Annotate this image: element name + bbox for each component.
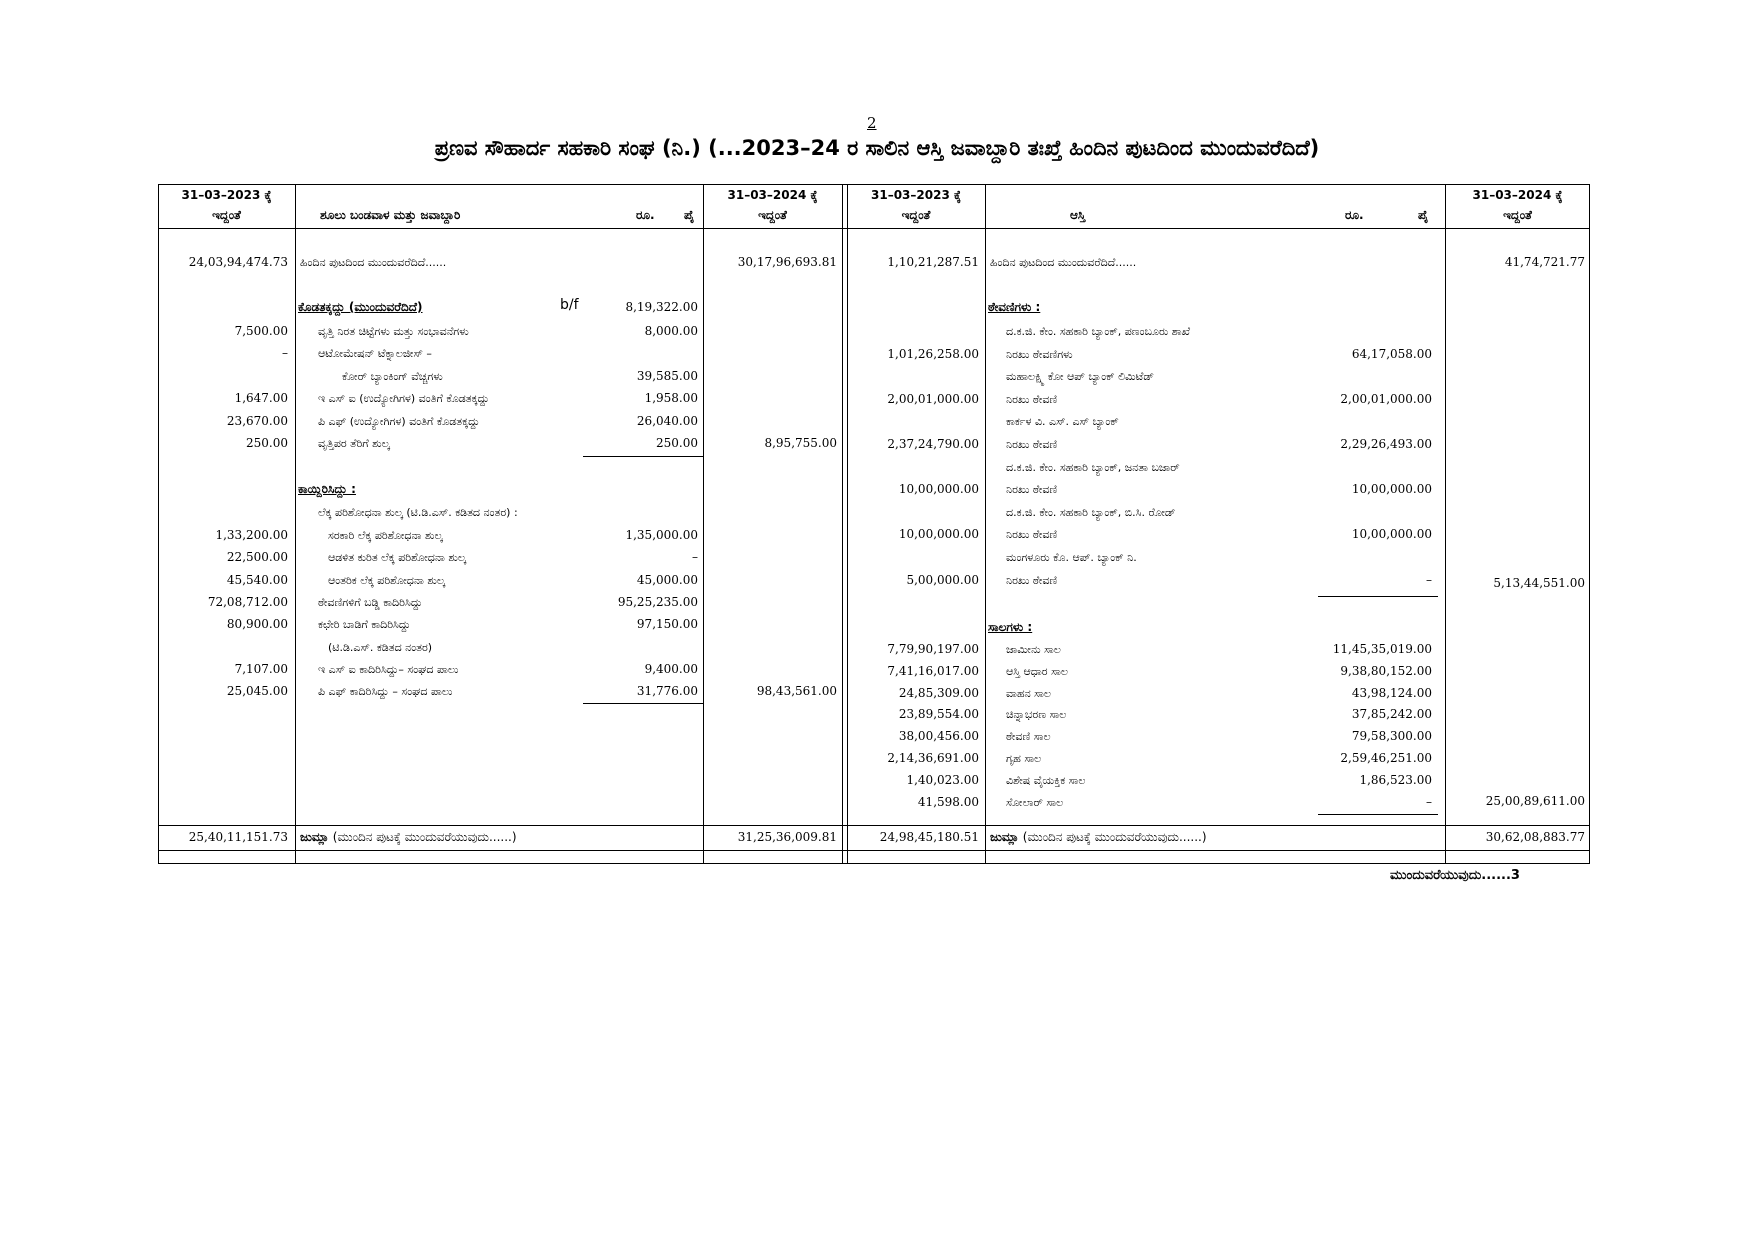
prev-year-value: 38,00,456.00 [898, 729, 979, 744]
row-label: (ಟಿ.ಡಿ.ಎಸ್. ಕಡಿತದ ನಂತರ) [328, 640, 433, 654]
liab-bf-label: ಹಿಂದಿನ ಪುಟದಿಂದ ಮುಂದುವರೆದಿದೆ...... [300, 256, 447, 269]
row-amount: 9,400.00 [644, 661, 698, 676]
liab-bf-cur: 30,17,96,693.81 [737, 255, 837, 269]
prev-year-value: 25,045.00 [226, 684, 288, 699]
prev-year-value: 41,598.00 [917, 794, 979, 809]
prev-year-value: 23,89,554.00 [898, 707, 979, 722]
subtotal-rule [583, 703, 703, 704]
row-amount: 95,25,235.00 [617, 594, 698, 609]
header-asset-prev-date: 31–03–2023 ಕ್ಕೆ [871, 188, 961, 202]
prev-year-value: 2,37,24,790.00 [887, 437, 979, 451]
row-label: ಸೋಲಾರ್ ಸಾಲ [1006, 795, 1064, 809]
deposits-total: 5,13,44,551.00 [1493, 576, 1585, 590]
row-label: ಕಛೇರಿ ಬಾಡಿಗೆ ಕಾದಿರಿಸಿದ್ದು [318, 618, 411, 632]
prev-year-value: 10,00,000.00 [898, 482, 979, 497]
row-label: ನಿರಖು ಠೇವಣಿ [1006, 573, 1058, 587]
header-asset-cur-sub: ಇದ್ದಂತೆ [1503, 208, 1532, 222]
row-label: ನಿರಖು ಠೇವಣಿ [1006, 483, 1058, 497]
prev-year-value: 7,107.00 [234, 661, 288, 676]
total-note: (ಮುಂದಿನ ಪುಟಕ್ಕೆ ಮುಂದುವರೆಯುವುದು......) [1022, 830, 1207, 844]
row-amount: 10,00,000.00 [1351, 482, 1432, 497]
prev-year-value: 7,500.00 [234, 324, 288, 338]
liab-bf-prev: 24,03,94,474.73 [188, 255, 288, 269]
header-asset-cur-date: 31–03–2024 ಕ್ಕೆ [1472, 188, 1563, 202]
asset-total-cur: 30,62,08,883.77 [1485, 830, 1585, 844]
prev-year-value: – [282, 346, 288, 361]
row-label: ದ.ಕ.ಜಿ. ಕೇಂ. ಸಹಕಾರಿ ಬ್ಯಾಂಕ್, ಜನತಾ ಬಜಾರ್ [1006, 460, 1180, 474]
row-amount: 8,000.00 [644, 324, 698, 338]
prev-year-value: 80,900.00 [226, 617, 288, 632]
row-label: ಇ ಎಸ್ ಐ (ಉದ್ಯೋಗಿಗಳ) ವಂತಿಗೆ ಕೊಡತಕ್ಕದ್ದು [318, 392, 490, 406]
loans-heading: ಸಾಲಗಳು : [988, 620, 1033, 634]
payable-subtotal: 8,95,755.00 [764, 436, 837, 450]
prev-year-value: 1,01,26,258.00 [887, 346, 979, 361]
prev-year-value: 1,647.00 [234, 391, 288, 406]
header-asset-rs: ರೂ. [1345, 208, 1364, 222]
prev-year-value: 1,33,200.00 [215, 528, 288, 542]
provision-heading: ಕಾಯ್ದಿರಿಸಿದ್ದು : [298, 482, 356, 496]
total-word: ಜುಮ್ಲಾ [300, 830, 329, 844]
row-label: ವೃತ್ತಿ ನಿರತ ಚಿಟ್ಟೆಗಳು ಮತ್ತು ಸಂಭಾವನೆಗಳು [318, 325, 469, 338]
prev-year-value: 5,00,000.00 [906, 572, 979, 587]
total-rule [158, 850, 1590, 851]
row-amount: 11,45,35,019.00 [1332, 642, 1432, 656]
row-label: ನಿರಖು ಠೇವಣಿ [1006, 392, 1058, 406]
row-label: ಪಿ ಎಫ್ ಕಾದಿರಿಸಿದ್ದು – ಸಂಘದ ಪಾಲು [318, 685, 453, 699]
col-rule [985, 184, 986, 864]
asset-bf-prev: 1,10,21,287.51 [887, 255, 979, 269]
prev-year-value: 7,41,16,017.00 [887, 663, 979, 678]
row-amount: 43,98,124.00 [1351, 685, 1432, 700]
row-amount: 37,85,242.00 [1351, 707, 1432, 722]
row-amount: 97,150.00 [636, 617, 698, 632]
row-amount: 250.00 [656, 436, 698, 450]
row-label: ಮಂಗಳೂರು ಕೊ. ಆಪ್. ಬ್ಯಾಂಕ್ ನಿ. [1006, 551, 1137, 564]
prev-year-value: 45,540.00 [226, 572, 288, 587]
liab-total-cur: 31,25,36,009.81 [737, 830, 837, 844]
row-amount: 31,776.00 [636, 684, 698, 699]
subtotal-rule [1318, 814, 1438, 815]
row-amount: 1,35,000.00 [625, 528, 698, 542]
row-amount: – [692, 550, 698, 565]
row-label: ನಿರಖು ಠೇವಣಿ [1006, 438, 1058, 451]
header-rs: ರೂ. [636, 208, 655, 222]
row-label: ಆಂತರಿಕ ಲೆಕ್ಕ ಪರಿಶೋಧನಾ ಶುಲ್ಕ [328, 573, 446, 587]
row-label: ನಿರಖು ಠೇವಣಿಗಳು [1006, 347, 1073, 361]
row-label: ನಿರಖು ಠೇವಣಿ [1006, 528, 1058, 542]
total-word: ಜುಮ್ಲಾ [990, 830, 1019, 844]
row-amount: 1,958.00 [644, 391, 698, 406]
col-rule [1445, 184, 1446, 864]
row-label: ವಾಹನ ಸಾಲ [1006, 686, 1052, 700]
row-label: ಕೋರ್ ಬ್ಯಾಂಕಿಂಗ್ ವೆಚ್ಚಗಳು [342, 369, 443, 383]
prev-year-value: 2,14,36,691.00 [887, 751, 979, 765]
row-label: ಮಹಾಲಕ್ಷ್ಮಿ ಕೋ ಆಪ್ ಬ್ಯಾಂಕ್ ಲಿಮಿಟೆಡ್ [1006, 370, 1154, 384]
row-label: ವಿಶೇಷ ವೈಯಕ್ತಿಕ ಸಾಲ [1006, 773, 1086, 787]
header-ps: ಪೈ [684, 208, 695, 222]
row-amount: 9,38,80,152.00 [1340, 663, 1432, 678]
asset-bf-cur: 41,74,721.77 [1504, 255, 1585, 269]
col-rule [295, 184, 296, 864]
prev-year-value: 22,500.00 [226, 550, 288, 565]
page-number: 2 [867, 114, 877, 132]
total-rule [158, 825, 1590, 826]
payable-heading: ಕೊಡತಕ್ಕದ್ದು (ಮುಂದುವರೆದಿದೆ) [298, 300, 423, 314]
prev-year-value: 23,670.00 [226, 413, 288, 428]
row-amount: 45,000.00 [636, 572, 698, 587]
row-amount: 2,00,01,000.00 [1340, 391, 1432, 406]
header-asset-ps: ಪೈ [1418, 208, 1429, 222]
page-title: ಪ್ರಣವ ಸೌಹಾರ್ದ ಸಹಕಾರಿ ಸಂಘ (ನಿ.) (...2023–24 ರ ಸಾಲಿನ ಆಸ್ತಿ ಜವಾಬ್ದಾರಿ ತಃಖ್ತೆ ಹಿಂದಿನ ಪುಟದಿಂದ ಮುಂದುವರೆದಿದೆ) [434, 136, 1320, 160]
row-label: ಇ ಎಸ್ ಐ ಕಾದಿರಿಸಿದ್ದು– ಸಂಘದ ಪಾಲು [318, 662, 459, 676]
row-label: ಪಿ ಎಫ್ (ಉದ್ಯೋಗಿಗಳ) ವಂತಿಗೆ ಕೊಡತಕ್ಕದ್ದು [318, 414, 480, 428]
header-cur-sub: ಇದ್ದಂತೆ [758, 208, 787, 222]
row-label: ಚಿನ್ನಾಭರಣ ಸಾಲ [1006, 708, 1067, 722]
liab-total-prev: 25,40,11,151.73 [188, 830, 288, 844]
loans-total: 25,00,89,611.00 [1485, 794, 1585, 808]
row-amount: 64,17,058.00 [1351, 346, 1432, 361]
row-label: ವೃತ್ತಿಪರ ತೆರಿಗೆ ಶುಲ್ಕ [318, 437, 390, 450]
row-label: ಜಾಮೀನು ಸಾಲ [1006, 643, 1061, 656]
header-assets: ಆಸ್ತಿ [1070, 208, 1086, 222]
row-label: ಕಾರ್ಕಳ ವಿ. ಎಸ್. ಎಸ್ ಬ್ಯಾಂಕ್ [1006, 415, 1119, 429]
prev-year-value: 2,00,01,000.00 [887, 391, 979, 406]
liab-total-label [300, 830, 517, 845]
asset-total-prev: 24,98,45,180.51 [879, 830, 979, 844]
header-rule [158, 228, 1590, 229]
row-amount: – [1426, 572, 1432, 587]
row-label: ಠೇವಣಿ ಸಾಲ [1006, 730, 1051, 744]
prev-year-value: 1,40,023.00 [906, 772, 979, 787]
row-amount: 1,86,523.00 [1359, 772, 1432, 787]
header-cur-date: 31–03–2024 ಕ್ಕೆ [727, 188, 818, 202]
header-prev-date: 31–03–2023 ಕ್ಕೆ [181, 188, 272, 202]
row-amount: 39,585.00 [636, 368, 698, 383]
header-prev-sub: ಇದ್ದಂತೆ [212, 208, 241, 222]
provision-subtotal: 98,43,561.00 [756, 684, 837, 698]
header-asset-prev-sub: ಇದ್ದಂತೆ [901, 208, 931, 222]
asset-bf-label: ಹಿಂದಿನ ಪುಟದಿಂದ ಮುಂದುವರೆದಿದೆ...... [990, 256, 1137, 269]
header-liabilities: ಶೂಲು ಬಂಡವಾಳ ಮತ್ತು ಜವಾಬ್ದಾರಿ [320, 208, 461, 222]
bf-amount: 8,19,322.00 [625, 300, 698, 314]
row-amount: 79,58,300.00 [1351, 729, 1432, 744]
continued-note: ಮುಂದುವರೆಯುವುದು......3 [1390, 868, 1520, 883]
col-rule [703, 184, 704, 864]
row-label: ಆಟೋಮೇಷನ್ ಟೆಕ್ನಾಲಜೀಸ್ – [318, 347, 432, 361]
audit-fee-label: ಲೆಕ್ಕ ಪರಿಶೋಧನಾ ಶುಲ್ಕ (ಟಿ.ಡಿ.ಎಸ್. ಕಡಿತದ ನಂತರ) : [318, 506, 518, 519]
row-label: ಆಡಳಿತ ಕುರಿತ ಲೆಕ್ಕ ಪರಿಶೋಧನಾ ಶುಲ್ಕ [328, 551, 467, 565]
row-amount: 26,040.00 [636, 413, 698, 428]
prev-year-value: 24,85,309.00 [898, 685, 979, 700]
deposits-heading: ಠೇವಣಿಗಳು : [988, 300, 1041, 314]
row-label: ದ.ಕ.ಜಿ. ಕೇಂ. ಸಹಕಾರಿ ಬ್ಯಾಂಕ್, ಬಿ.ಸಿ. ರೋಡ್ [1006, 505, 1176, 519]
prev-year-value: 10,00,000.00 [898, 527, 979, 542]
row-amount: – [1426, 794, 1432, 809]
prev-year-value: 72,08,712.00 [207, 594, 288, 609]
total-note: (ಮುಂದಿನ ಪುಟಕ್ಕೆ ಮುಂದುವರೆಯುವುದು......) [332, 830, 517, 844]
row-label: ದ.ಕ.ಜಿ. ಕೇಂ. ಸಹಕಾರಿ ಬ್ಯಾಂಕ್, ಪಣಂಬೂರು ಶಾಖೆ [1006, 325, 1191, 338]
row-amount: 10,00,000.00 [1351, 527, 1432, 542]
row-label: ಆಸ್ತಿ ಆಧಾರ ಸಾಲ [1006, 664, 1068, 678]
row-label: ಠೇವಣಿಗಳಿಗೆ ಬಡ್ಡಿ ಕಾದಿರಿಸಿದ್ದು [318, 595, 423, 609]
prev-year-value: 7,79,90,197.00 [887, 642, 979, 656]
col-rule [842, 184, 843, 864]
subtotal-rule [583, 456, 703, 457]
bf-mark: b/f [560, 297, 579, 313]
row-amount: 2,29,26,493.00 [1340, 437, 1432, 451]
asset-total-label [990, 830, 1207, 845]
prev-year-value: 250.00 [246, 436, 288, 450]
row-amount: 2,59,46,251.00 [1340, 751, 1432, 765]
subtotal-rule [1318, 596, 1438, 597]
row-label: ಗೃಹ ಸಾಲ [1006, 752, 1042, 765]
row-label: ಸರಕಾರಿ ಲೆಕ್ಕ ಪರಿಶೋಧನಾ ಶುಲ್ಕ [328, 529, 443, 542]
